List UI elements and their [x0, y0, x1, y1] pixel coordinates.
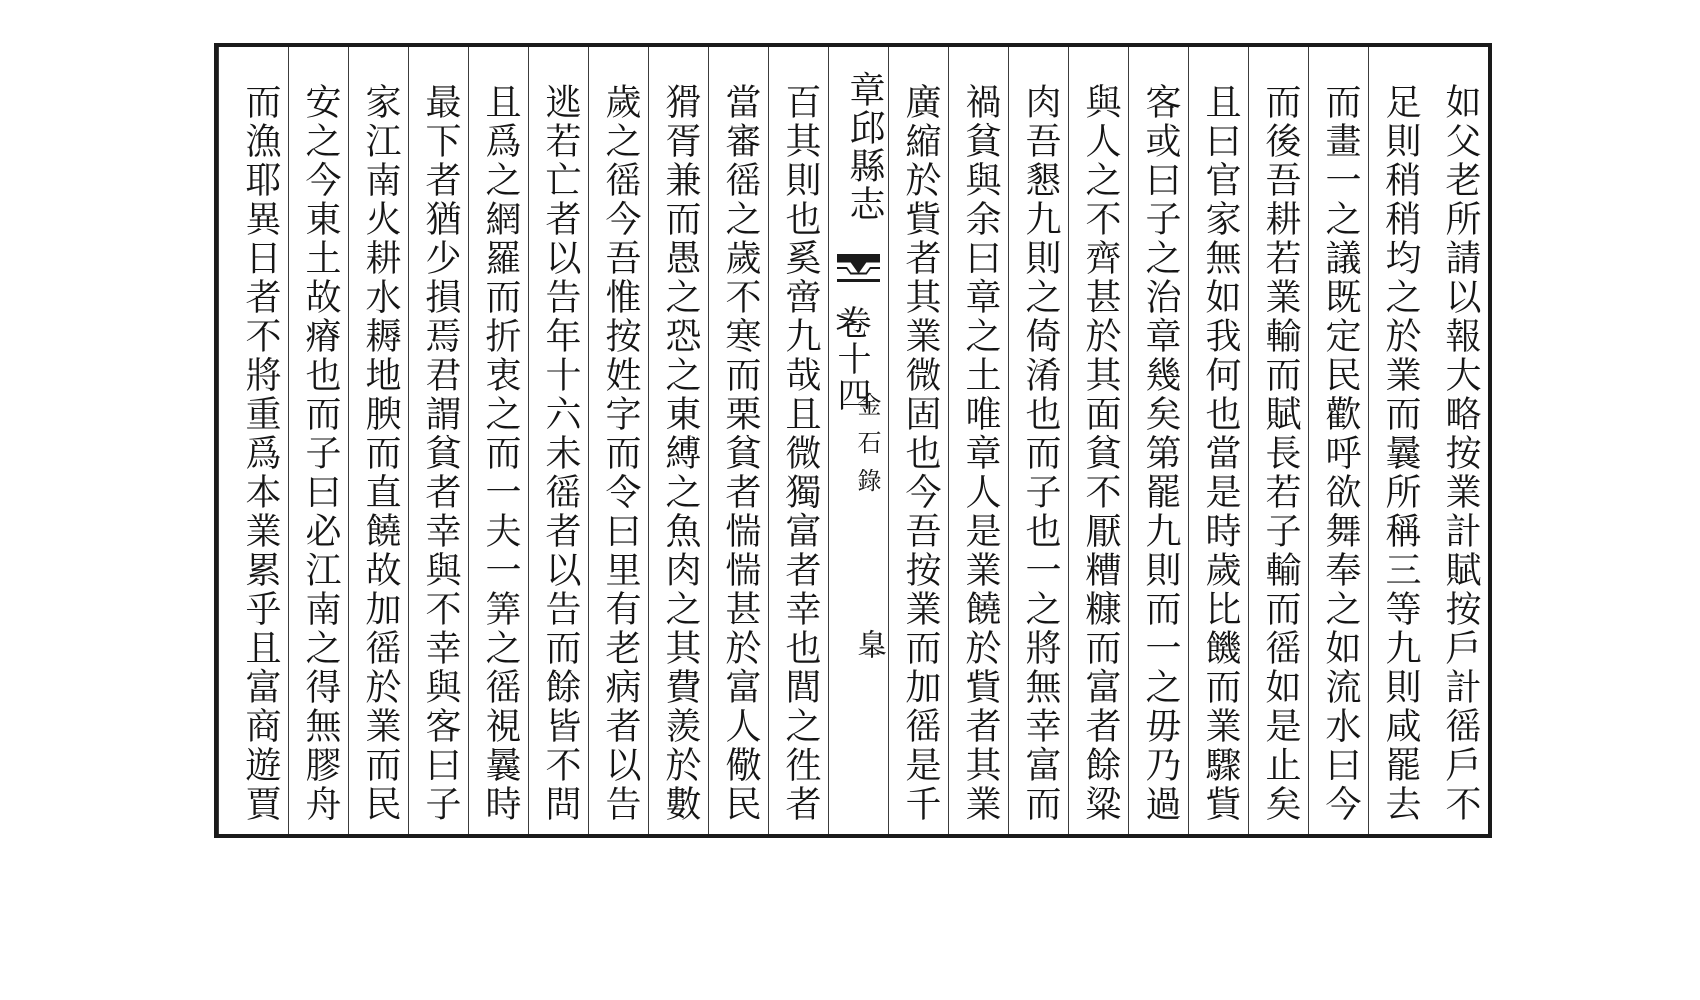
- text-column-l3: 猾胥兼而愚之恐之東縛之魚肉之其費羨於數: [648, 47, 708, 834]
- text-column-r4: 而後吾耕若業輸而賦長若子輸而徭如是止矣: [1248, 47, 1308, 834]
- text-column-r7: 與人之不齊甚於其面貧不厭糟糠而富者餘粱: [1068, 47, 1128, 834]
- text-column-l2: 當審徭之歲不寒而栗貧者惴惴甚於富人儆民: [708, 47, 768, 834]
- text-column-l9: 安之今東土故瘠也而子曰必江南之得無膠舟: [288, 47, 348, 834]
- text-column-l6: 且爲之網羅而折衷之而一夫一筭之徭視曩時: [468, 47, 528, 834]
- book-page-frame: [214, 43, 1492, 838]
- book-title: 章邱縣志: [844, 71, 885, 223]
- text-column-r9: 禍貧與余曰章之土唯章人是業饒於貲者其業: [948, 47, 1008, 834]
- text-column-r10: 廣縮於貲者其業微固也今吾按業而加徭是千: [888, 47, 948, 834]
- center-column: [828, 47, 888, 834]
- text-column-r5: 且曰官家無如我何也當是時歲比饑而業驟貲: [1188, 47, 1248, 834]
- text-column-l10: 而漁耶異日者不將重爲本業累乎且富商遊賈: [218, 47, 288, 834]
- text-column-l5: 逃若亡者以告年十六未徭者以告而餘皆不問: [528, 47, 588, 834]
- text-column-r2: 足則稍稍均之於業而曩所稱三等九則咸罷去: [1368, 47, 1428, 834]
- section-title: 金石錄: [853, 392, 881, 506]
- text-column-l1: 百其則也奚啻九哉且微獨富者幸也閭之徃者: [768, 47, 828, 834]
- text-column-l4: 歲之徭今吾惟按姓字而令曰里有老病者以告: [588, 47, 648, 834]
- volume-number: 卷十四: [831, 305, 871, 413]
- text-column-r3: 而畫一之議既定民歡呼欲舞奉之如流水曰今: [1308, 47, 1368, 834]
- page-number: 𦤎: [851, 629, 886, 659]
- text-column-r1: 如父老所請以報大略按業計賦按戶計徭戶不: [1440, 83, 1481, 824]
- text-column-l7: 最下者猶少損焉君謂貧者幸與不幸與客曰子: [408, 47, 468, 834]
- text-column-r8: 肉吾懇九則之倚淆也而子也一之將無幸富而: [1008, 47, 1068, 834]
- text-column-l8: 家江南火耕水耨地腴而直饒故加徭於業而民: [348, 47, 408, 834]
- fishtail-ornament: [837, 254, 880, 282]
- text-column-r6: 客或曰子之治章幾矣第罷九則而一之毋乃過: [1128, 47, 1188, 834]
